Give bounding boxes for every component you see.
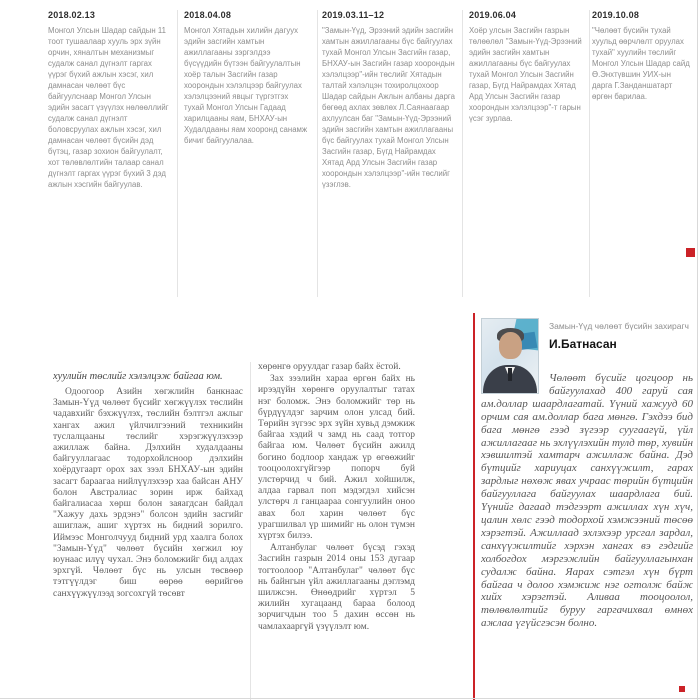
article-column-divider [250,362,251,700]
red-section-marker [686,248,695,257]
end-of-article-marker [679,686,685,692]
timeline-text: Монгол Улсын Шадар сайдын 11 тоот тушаалаар хууль эрх зүйн орчин, хяналтын механизмыг судалж санал дүгнэлт гаргах үүрэг бүхий ажлын хэсэг, хил дамнасан чөлөөт бүс байгуулснаар Монгол Улсын эдийн засагт үзүүлэх нөлөөллийг судалж санал дүгнэлт боловсруулах ажлын хэсэг, хил дамнасан чөлөөт бүсийн дэд бүтэц, газар зохион байгуулалт, хот төлөвлөлтийн талаар санал дүгнэлт гаргах үүрэг бүхий 3 дэд ажлын хэсгийн байгуулав. [48,26,169,189]
timeline-entry [48,10,172,190]
timeline-entry [592,10,692,102]
timeline-text: Монгол Хятадын хилийн дагуух эдийн засгийн хамтын ажиллагааны зэргэлдээ бүсүүдийн бүтээн байгуулалтын хоёр талын Засгийн газар хоорондын хэлэлцээр байгуулах хэлэлцээний явцыг түргэтгэх тухай Монгол Улсын Гадаад харилцааны яам, БНХАУ-ын Худалдааны яам хооронд санамж бичиг байгуулалаа. [184,26,308,145]
timeline-entry [469,10,587,124]
timeline-divider [317,10,318,297]
timeline-date: 2019.10.08 [592,10,640,20]
timeline-date: 2019.06.04 [469,10,517,20]
portrait-caption [549,321,695,351]
article-lead: хуулийн төслийг хэлэлцэж байгаа юм. [53,371,223,382]
timeline-date: 2019.03.11–12 [322,10,385,20]
timeline-entry [322,10,456,190]
timeline-text: Хоёр улсын Засгийн газрын төлөөлөл "Замын-Үүд-Эрээний эдийн засгийн хамтын ажиллагааны бүс байгуулах тухай Монгол Улсын Засгийн газар, Бүгд Найрамдах Хятад Ард Улсын Засгийн газар хоорондын хэлэлцээр"-т гарын үсэг зурлаа. [469,26,582,123]
timeline-divider [177,10,178,297]
article-paragraph: Зах зээлийн хараа өргөн байх нь ирээдүйн хөрөнгө оруулалтыг татах нэг боломж. Энэ боломжийг төр нь бүрдүүлдэг зарчим олон улсад бий. Төрийн зүгээс эрх зүйн хувьд дэмжиж байгаа хэдий ч замд нь саад тотгор байгаа юм. Чөлөөт бүсийн ажилд богино бодлоор хандаж үр өгөөжийг тооцоолохгүйгээр попорч буй улстөрчид ч бий. Ажил хойшилж, алдаа гарвал поп мэдэгдэл хийсэн улстөрч л ганцаараа сонгуулийн оноо авах бол харин чөлөөт бүс урагшилвал үр шимийг нь олон түмэн хүртэх билээ. [258,374,415,542]
timeline-entry [184,10,310,146]
timeline-text: "Замын-Үүд, Эрээний эдийн засгийн хамтын ажиллагааны бүс байгуулах тухай Монгол Улсын Засгийн газар, БНХАУ-ын Засгийн газар хоорондын хэлэлцээр"-ийн төслийг Хятадын талтай хэлэлцэн тохиролцохоор Шадар сайдын Ажлын албаны дарга бөгөөд ахлах зөвлөх Л.Саянаагаар ахлуулсан баг "Замын-Үүд-Эрээний эдийн засгийн хамтын ажиллагааны бүс байгуулах тухай Монгол Улсын Засгийн газар, Бүгд Найрамдах Хятад Ард Улсын Засгийн газар хоорондын хэлэлцээр"-ийн төслийг үзэглэв. [322,26,455,189]
interview-accent-rule [473,313,475,700]
article-column-2 [258,362,415,700]
article-paragraph: хөрөнгө оруулдаг газар байх ёстой. [258,362,401,372]
page-edge-line [697,0,698,700]
person-name: И.Батнасан [549,336,617,351]
portrait-face [499,332,522,359]
page-edge-line [0,698,700,699]
person-role: Замын-Үүд чөлөөт бүсийн захирагч [549,321,689,331]
interview-quote-text: Чөлөөт бүсийг цогцоор нь байгуулахад 400 гаруй сая ам.доллар шаардлагатай. Үүний хажууд 60 орчим сая ам.доллар бага мөнгө. Гэхдээ бид бага мөнгө гээд зүгээр суугаагүй, үйл ажиллагааг нь эхлүүлэхийн тулд төр, хувийн хэвшилтэй хамтарч ажиллаж байна. Дэд бүтцийг хариуцах санхүүжилт, гарах зардлыг нөхөж явах учраас төрийн бүтцийн байгууллага байгуулах шаардлага бий. Үүнийг дагаад тэдгээрт ажиллах хүн хүч, цалин хөлс гээд тодорхой хэмжээний төсөө хэрэгтэй. Ажиллаад эхлэхээр урсгал зардал, санхүүжилтийг хэрхэн хангах вэ гэдгийг холбогдох мэргэжлийн байгууллагынхан судалж байна. Яарах сэтгэл хүн бүрт байгаа ч долоо хэмжиж нэг огтолж байж хийх хэрэгтэй. Аливаа тооцоолол, төлөвлөлтийг буруу гаргачихвал өмнөх ажлаа үгүйсгэсэн болно. [481,372,693,630]
interview-quote [481,372,693,698]
timeline-date: 2018.04.08 [184,10,232,20]
article-paragraph: Одоогоор Азийн хөгжлийн банкнаас Замын-Үүд чөлөөт бүсийг хөгжүүлэх төслийн чадавхийг бэхжүүлэх, төслийн бэлтгэл ажлыг хангах ажил үйлчилгээний техникийн туслалцааны төслийг хэрэгжүүлэхээр ажиллаж байна. Дэлхийн худалдааны байгууллагаас тодорхойлсноор дэлхийн хоёрдугаарт орох зах зээл БНХАУ-ын эдийн засагт бараагаа нийлүүлэхээр хаа байсан АНУ болон Австралиас зорин ирж байхад байгалиасаа хөрш болон заяагдсан байдал "Хажуу дахь эрдэнэ" болсон эдийн засгийг ашиглаж, ашиг хүртэх нь бидний зорилго. Иймээс Монголчууд бидний урд хаалга болох "Замын-Үүд" чөлөөт бүсийн хөгжил юу юунаас илүү чухал. Энэ боломжийг бид алдах эрхгүй. Чөлөөт бүс нь улсын төсвөөр тэтгүүлдэг биш өөрөө өөрийгөө санхүүжүүлээд зогсохгүй төсөвт [53,387,243,599]
article-column-1 [53,368,243,700]
timeline-text: "Чөлөөт бүсийн тухай хуульд өөрчлөлт оруулах тухай" хуулийн төслийг Монгол Улсын Шадар сайд Ө.Энхтүвшин УИХ-ын дарга Г.Занданшатарт өргөн барилаа. [592,26,690,101]
timeline-date: 2018.02.13 [48,10,96,20]
timeline-divider [462,10,463,297]
article-paragraph: Алтанбулаг чөлөөт бүсэд гэхэд Засгийн газрын 2014 оны 153 дугаар тогтоолоор "Алтанбулаг" чөлөөт бүс нь байнгын үйл ажиллагааны дэглэмд шилжсэн. Өнөөдрийг хүртэл 5 жилийн хугацаанд бараа болоод зорчигчдын тоо 5 дахин өссөн нь чамлахааргүй үзүүлэлт юм. [258,543,415,632]
photo-wrap-spacer [481,372,549,394]
timeline-divider [589,10,590,297]
